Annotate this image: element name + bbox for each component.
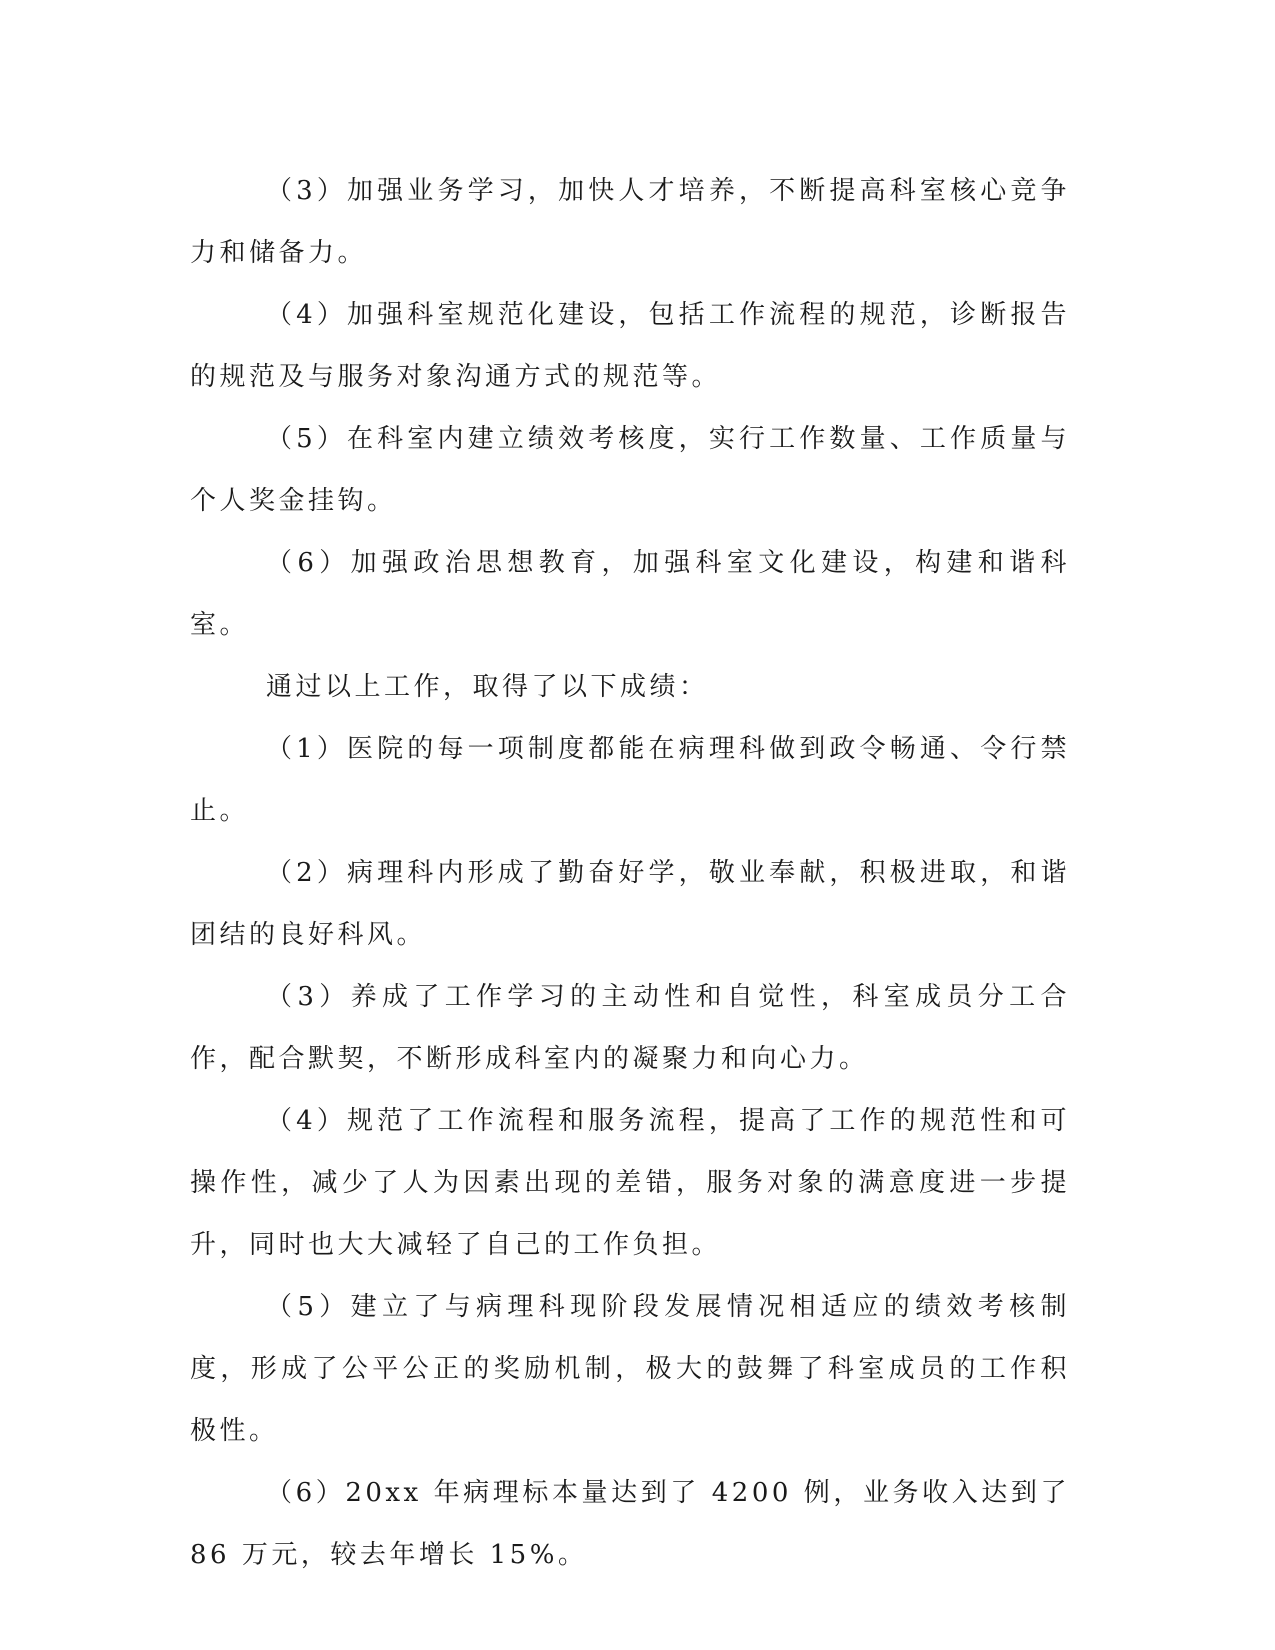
paragraph-result-2: （2）病理科内形成了勤奋好学，敬业奉献，积极进取，和谐团结的良好科风。: [190, 858, 1070, 950]
paragraph-measure-6: （6）加强政治思想教育，加强科室文化建设，构建和谐科室。: [190, 548, 1070, 640]
document-body: [190, 160, 1070, 1586]
paragraph-result-1: （1）医院的每一项制度都能在病理科做到政令畅通、令行禁止。: [190, 734, 1070, 826]
paragraph-result-5: （5）建立了与病理科现阶段发展情况相适应的绩效考核制度，形成了公平公正的奖励机制，极大的鼓舞了科室成员的工作积极性。: [190, 1292, 1070, 1446]
paragraph-measure-4: （4）加强科室规范化建设，包括工作流程的规范，诊断报告的规范及与服务对象沟通方式的规范等。: [190, 300, 1070, 392]
paragraph-result-4: （4）规范了工作流程和服务流程，提高了工作的规范性和可操作性，减少了人为因素出现的差错，服务对象的满意度进一步提升，同时也大大减轻了自己的工作负担。: [190, 1106, 1070, 1260]
paragraph-result-3: （3）养成了工作学习的主动性和自觉性，科室成员分工合作，配合默契，不断形成科室内的凝聚力和向心力。: [190, 982, 1070, 1074]
paragraph-measure-5: （5）在科室内建立绩效考核度，实行工作数量、工作质量与个人奖金挂钩。: [190, 424, 1070, 516]
paragraph-result-6: （6）20xx 年病理标本量达到了 4200 例，业务收入达到了 86 万元，较去年增长 15%。: [190, 1478, 1070, 1570]
paragraph-results-intro: 通过以上工作，取得了以下成绩：: [266, 672, 709, 702]
paragraph-measure-3: （3）加强业务学习，加快人才培养，不断提高科室核心竞争力和储备力。: [190, 176, 1070, 268]
